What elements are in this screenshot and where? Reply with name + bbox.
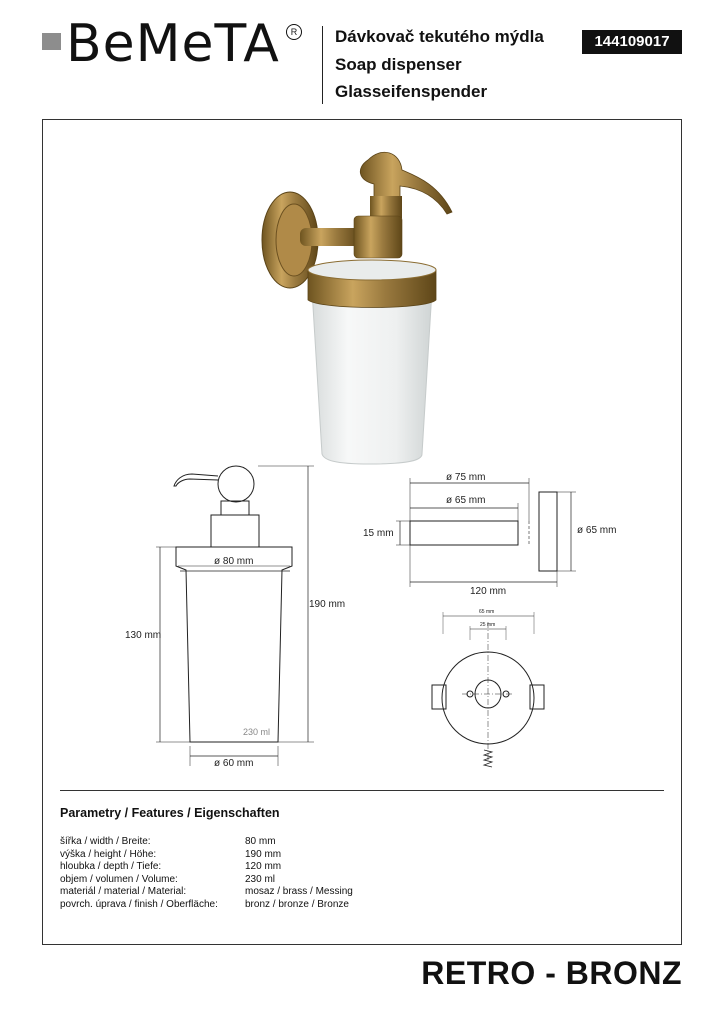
parameter-row <box>60 861 353 874</box>
parameters-divider <box>60 790 664 791</box>
dim-arm-thickness: 15 mm <box>363 528 394 539</box>
front-view <box>156 466 314 766</box>
dim-hole-spacing: 25 mm <box>480 622 496 628</box>
parameter-value: 120 mm <box>245 861 282 872</box>
parameter-value: mosaz / brass / Messing <box>245 886 353 897</box>
dim-glass-height: 130 mm <box>125 630 162 641</box>
registered-mark: R <box>286 24 302 40</box>
parameter-value: 80 mm <box>245 836 276 847</box>
parameter-label: povrch. úprava / finish / Oberfläche: <box>60 898 218 910</box>
dim-volume: 230 ml <box>243 727 271 737</box>
parameter-row <box>60 836 353 849</box>
parameter-row <box>60 886 353 899</box>
parameter-value: bronz / bronze / Bronze <box>245 898 349 910</box>
parameter-row <box>60 874 353 887</box>
parameters-table <box>60 836 353 911</box>
parameter-label: výška / height / Höhe: <box>60 848 157 860</box>
parameter-label: hloubka / depth / Tiefe: <box>60 861 162 872</box>
parameter-row <box>60 899 353 912</box>
parameter-label: materiál / material / Material: <box>60 886 187 897</box>
dim-inner-diameter: ø 65 mm <box>446 495 486 506</box>
parameter-row <box>60 849 353 862</box>
title-german: Glasseifenspender <box>335 82 488 101</box>
series-name: RETRO - BRONZ <box>421 955 682 991</box>
parameters-title: Parametry / Features / Eigenschaften <box>60 806 280 820</box>
mount-view <box>432 612 544 767</box>
dim-bottom-diameter: ø 60 mm <box>214 758 254 769</box>
dim-outer-diameter: ø 75 mm <box>446 472 486 483</box>
parameter-value: 190 mm <box>245 848 282 860</box>
title-english: Soap dispenser <box>335 55 462 74</box>
dim-depth: 120 mm <box>470 586 507 597</box>
dim-rosette-width: 65 mm <box>479 609 495 615</box>
dim-rosette-diameter: ø 65 mm <box>577 525 617 536</box>
side-view <box>396 478 576 587</box>
product-code-badge: 144109017 <box>582 30 682 54</box>
brand-logo: BeMeTA <box>66 14 280 74</box>
dim-total-height: 190 mm <box>309 599 346 610</box>
parameter-value: 230 ml <box>245 873 276 885</box>
parameter-label: šířka / width / Breite: <box>60 836 151 847</box>
parameter-label: objem / volumen / Volume: <box>60 873 178 885</box>
title-czech: Dávkovač tekutého mýdla <box>335 27 544 46</box>
dim-top-diameter: ø 80 mm <box>214 556 254 567</box>
